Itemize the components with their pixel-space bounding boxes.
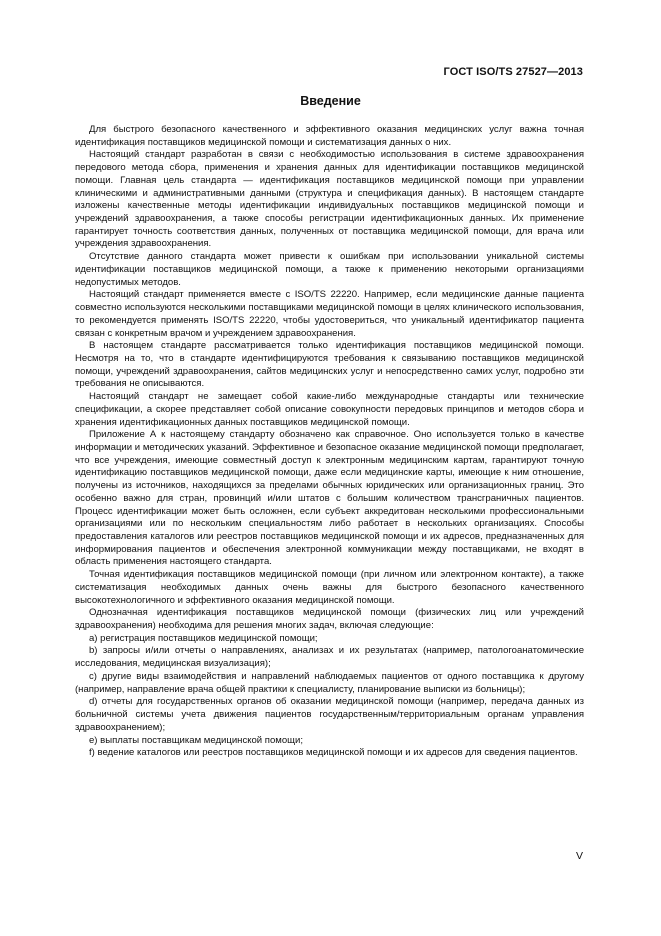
- list-item: f) ведение каталогов или реестров поставщиков медицинской помощи и их адресов для сведения пациентов.: [89, 747, 578, 759]
- paragraph: Настоящий стандарт разработан в связи с необходимостью использования в системе здравоохранения передового метода сбора, применения и хранения данных для идентификации поставщиков медицинской помощи. Главная цель стандарта — идентификация поставщиков медицинской помощи при управлении клиническими и административными данными (структура и спецификация данных). В настоящем стандарте изложены качественные методы идентификации индивидуальных поставщиков медицинской помощи и учреждений здравоохранения, а также способы регистрации идентификационных данных. Их применение гарантирует точность соответствия данных, полученных от поставщика медицинской помощи, для врача или учреждения здравоохранения.: [75, 149, 584, 250]
- paragraph: Однозначная идентификация поставщиков медицинской помощи (физических лиц или учреждений здравоохранения) необходима для решения многих задач, включая следующие:: [75, 607, 584, 632]
- list-item: b) запросы и/или отчеты о направлениях, анализах и их результатах (например, патологоанатомические исследования, медицинская визуализация);: [75, 645, 584, 670]
- section-title: Введение: [300, 94, 361, 108]
- paragraph: Настоящий стандарт не замещает собой какие-либо международные стандарты или технические спецификации, а скорее представляет собой описание совокупности передовых принципов и методов сбора и хранения идентификационных данных поставщиков медицинской помощи.: [75, 391, 584, 428]
- list-item: c) другие виды взаимодействия и направлений наблюдаемых пациентов от одного поставщика к другому (например, направление врача общей практики к специалисту, планирование выписки из больницы);: [75, 670, 584, 695]
- standard-header: ГОСТ ISO/TS 27527—2013: [443, 66, 583, 78]
- document-body: [75, 124, 584, 760]
- paragraph: Точная идентификация поставщиков медицинской помощи (при личном или электронном контакте), а также систематизация необходимых данных очень важны для быстрого безопасного качественного высокотехнологичного и эффективного оказания медицинской помощи.: [75, 569, 584, 606]
- paragraph: В настоящем стандарте рассматривается только идентификация поставщиков медицинской помощи. Несмотря на то, что в стандарте идентифицируются требования к связыванию поставщиков медицинской помощи, учреждений здравоохранения, сайтов медицинских услуг и непосредственно самих услуг, подробно эти требования не описываются.: [75, 340, 584, 390]
- list-item: d) отчеты для государственных органов об оказании медицинской помощи (например, передача данных из больничной системы учета движения пациентов государственным/территориальным органам управления здравоохранением);: [75, 696, 584, 733]
- page-number: V: [575, 850, 583, 862]
- paragraph: Приложение А к настоящему стандарту обозначено как справочное. Оно используется только в качестве информации и методических указаний. Эффективное и безопасное оказание медицинской помощи предполагает, что все учреждения, имеющие совместный доступ к электронным медицинским картам, гарантируют точную идентификацию поставщиков медицинской помощи, даже если медицинские карты, имеющие к ним отношение, получены из источников, находящихся за пределами обычных юридических или организационных границ. Это особенно важно для стран, провинций и/или штатов с большим количеством трансграничных пациентов. Процесс идентификации может быть осложнен, если субъект аккредитован несколькими профессиональными организациями или по нескольким специальностям либо работает в нескольких организациях. Способы предоставления каталогов или реестров поставщиков медицинской помощи и их адресов, предназначенных для информирования пациентов и обеспечения электронной коммуникации между поставщиками, не входят в область применения настоящего стандарта.: [75, 429, 584, 568]
- list-item: e) выплаты поставщикам медицинской помощи;: [89, 734, 303, 746]
- paragraph: Отсутствие данного стандарта может привести к ошибкам при использовании уникальной системы идентификации поставщиков медицинской помощи, а также к применению некоторыми организациями недопустимых методов.: [75, 251, 584, 288]
- paragraph: Для быстрого безопасного качественного и эффективного оказания медицинских услуг важна точная идентификация поставщиков медицинской помощи и систематизация данных о них.: [75, 124, 584, 148]
- list-item: a) регистрация поставщиков медицинской помощи;: [89, 632, 318, 644]
- paragraph: Настоящий стандарт применяется вместе с ISO/TS 22220. Например, если медицинские данные пациента совместно используются несколькими поставщиками медицинской помощи в целях клинического использования, то рекомендуется применять ISO/TS 22220, чтобы удостовериться, что уникальный идентификатор пациента связан с конкретным врачом и учреждением здравоохранения.: [75, 289, 584, 339]
